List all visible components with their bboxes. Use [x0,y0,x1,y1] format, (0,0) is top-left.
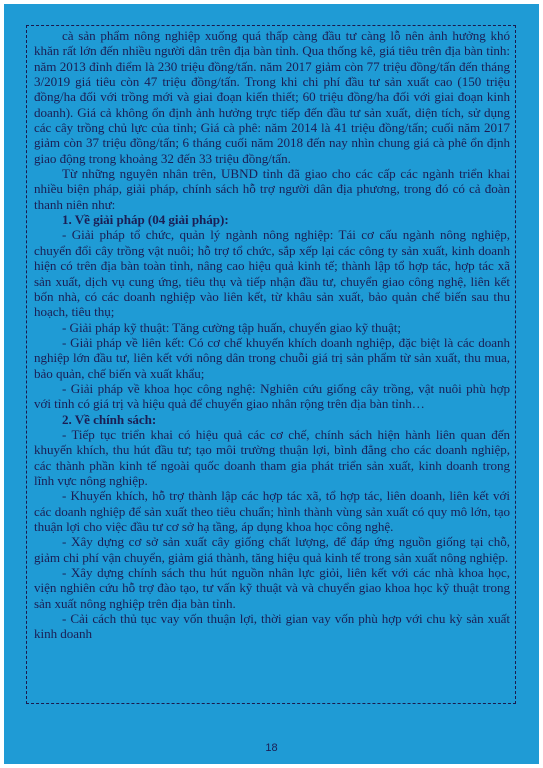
paragraph-policy-seedlings: - Xây dựng cơ sở sản xuất cây giống chất lượng, để đáp ứng nguồn giống tại chỗ, giảm chi phí vận chuyển, giảm giá thành, tăng hiệu quả kinh tế trong sản xuất nông nghiệp. [34,534,510,565]
document-page [4,4,539,764]
document-body [34,28,510,642]
paragraph-solution-organization: - Giải pháp tổ chức, quản lý ngành nông nghiệp: Tái cơ cấu ngành nông nghiệp, chuyển đổi cây trồng vật nuôi; hỗ trợ tổ chức, sắp xếp lại các công ty sản xuất, kinh doanh hiện có trên địa bàn toàn tỉnh, nâng cao hiệu quả kinh tế; thành lập tổ hợp tác, hợp tác xã sản xuất, dịch vụ cung ứng, tiêu thụ và tiếp nhận đầu tư, chuyển giao công nghệ, liên kết bốn nhà, có các doanh nghiệp vào liên kết, từ khâu sản xuất, bảo quản chế biến sau thu hoạch, tiêu thụ; [34,227,510,320]
paragraph-solution-science: - Giải pháp về khoa học công nghệ: Nghiên cứu giống cây trồng, vật nuôi phù hợp với tỉnh có giá trị và hiệu quả để chuyển giao nhân rộng trên địa bàn tỉnh… [34,380,510,412]
paragraph-intro-measures: Từ những nguyên nhân trên, UBND tỉnh đã giao cho các cấp các ngành triển khai nhiều biện pháp, giải pháp, chính sách hỗ trợ người dân địa phương, trong đó có cả đoàn thanh niên như: [34,166,510,212]
paragraph-policy-loans: - Cải cách thủ tục vay vốn thuận lợi, thời gian vay vốn phù hợp với chu kỳ sản xuất kinh doanh [34,611,510,642]
paragraph-policy-cooperatives: - Khuyến khích, hỗ trợ thành lập các hợp tác xã, tổ hợp tác, liên doanh, liên kết với các doanh nghiệp để sản xuất theo tiêu chuẩn; hình thành vùng sản xuất có quy mô lớn, tạo thuận lợi cho việc đầu tư cơ sở hạ tầng, áp dụng khoa học công nghệ. [34,488,510,534]
heading-policies: 2. Về chính sách: [62,411,157,427]
paragraph-solution-technical: - Giải pháp kỹ thuật: Tăng cường tập huấn, chuyển giao kỹ thuật; [62,319,401,335]
heading-solutions: 1. Về giải pháp (04 giải pháp): [62,212,229,228]
paragraph-solution-linkage: - Giải pháp về liên kết: Có cơ chế khuyến khích doanh nghiệp, đặc biệt là các doanh nghiệp lớn đầu tư, liên kết với nông dân trong chuỗi giá trị sản phẩm từ sản xuất, thu mua, bảo quản, chế biến và xuất khẩu; [34,334,510,381]
paragraph-policy-human-resources: - Xây dựng chính sách thu hút nguồn nhân lực giỏi, liên kết với các nhà khoa học, viện nghiên cứu hỗ trợ đào tạo, tư vấn kỹ thuật và và chuyển giao khoa học kỹ thuật trong sản xuất nông nghiệp trên địa bàn tỉnh. [34,565,510,611]
paragraph-price-context: cà sản phẩm nông nghiệp xuống quá thấp càng đầu tư càng lỗ nên ảnh hưởng khó khăn rất lớn đến nhiều người dân trên địa bàn tỉnh. Qua thống kê, giá tiêu trên địa bàn tỉnh: năm 2013 đỉnh điểm là 230 triệu đồng/tấn. năm 2017 giảm còn 77 triệu đồng/tấn đến tháng 3/2019 giá tiêu còn 47 triệu đồng/tấn. Trong khi chi phí đầu tư sản xuất cao (150 triệu đồng/ha đối với trồng mới và giai đoạn kiến thiết; 60 triệu đồng/ha đối với giai đoạn kinh doanh). Giá cả không ổn định ảnh hưởng trực tiếp đến đầu tư sản xuất, diện tích, sử dụng các cây trồng chủ lực của tỉnh; Giá cà phê: năm 2014 là 41 triệu đồng/tấn; cuối năm 2017 giảm còn 37 triệu đồng/tấn; 6 tháng cuối năm 2018 đến nay nhìn chung giá cà phê ổn định giao động trong khoảng 32 đến 33 triệu đồng/tấn. [34,28,510,166]
paragraph-policy-investment: - Tiếp tục triển khai có hiệu quả các cơ chế, chính sách hiện hành liên quan đến khuyến khích, thu hút đầu tư; tạo môi trường thuận lợi, bình đẳng cho các doanh nghiệp, các thành phần kinh tế ngoài quốc doanh tham gia phát triển sản xuất, kinh doanh trong lĩnh vực nông nghiệp. [34,426,510,488]
page-number: 18 [265,742,278,754]
